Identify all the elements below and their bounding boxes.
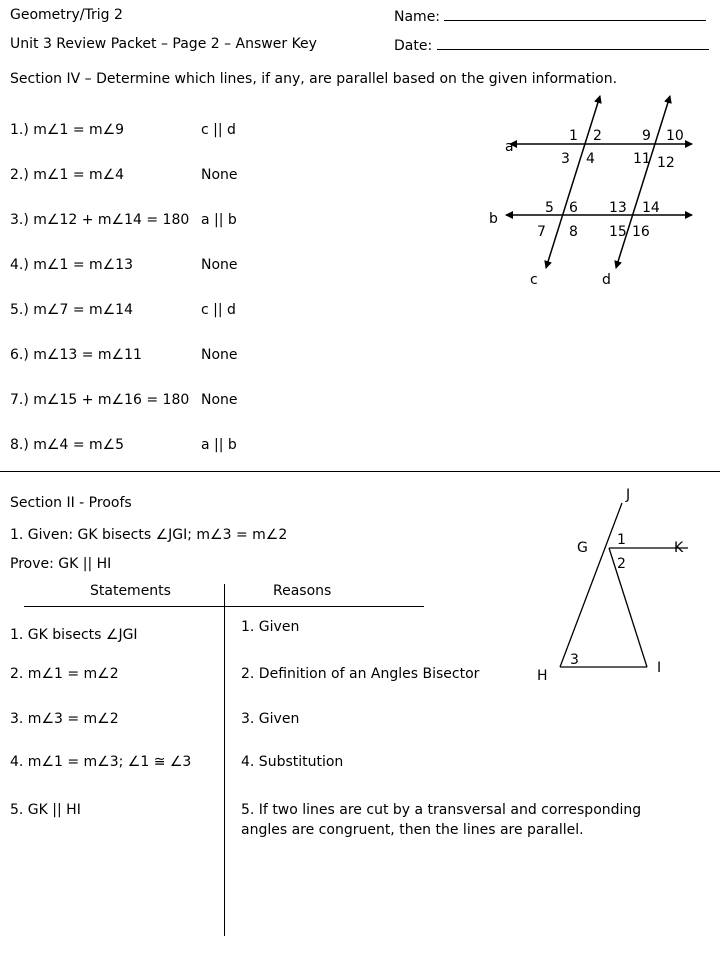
problem-answer: None xyxy=(201,392,238,408)
angle-label: 1 xyxy=(569,128,578,144)
angle-label: 1 xyxy=(617,532,626,548)
angle-label: 3 xyxy=(570,652,579,668)
angle-label: 4 xyxy=(586,151,595,167)
line-d xyxy=(616,96,670,268)
angle-label: 10 xyxy=(666,128,684,144)
line-c xyxy=(546,96,600,268)
reason: 3. Given xyxy=(241,711,300,727)
angle-label: 2 xyxy=(617,556,626,572)
line-label: d xyxy=(602,272,611,288)
problem-answer: c || d xyxy=(201,302,236,318)
reasons-header: Reasons xyxy=(273,583,332,599)
reason: 2. Definition of an Angles Bisector xyxy=(241,666,480,682)
angle-label: 6 xyxy=(569,200,578,216)
problem-question: 5.) m∠7 = m∠14 xyxy=(10,302,133,318)
angle-label: 11 xyxy=(633,151,651,167)
statement: 3. m∠3 = m∠2 xyxy=(10,711,119,727)
line-label: b xyxy=(489,211,498,227)
statement: 4. m∠1 = m∠3; ∠1 ≅ ∠3 xyxy=(10,754,192,770)
point-label: G xyxy=(577,540,588,556)
section2-title: Section II - Proofs xyxy=(10,495,132,511)
problem-question: 4.) m∠1 = m∠13 xyxy=(10,257,133,273)
problem-answer: None xyxy=(201,257,238,273)
angle-label: 3 xyxy=(561,151,570,167)
segment-GI xyxy=(609,548,647,667)
statement: 5. GK || HI xyxy=(10,802,81,818)
angle-label: 2 xyxy=(593,128,602,144)
problem-question: 7.) m∠15 + m∠16 = 180 xyxy=(10,392,190,408)
point-label: I xyxy=(657,660,662,676)
section-divider xyxy=(0,471,720,472)
problem-answer: c || d xyxy=(201,122,236,138)
angle-label: 13 xyxy=(609,200,627,216)
point-label: H xyxy=(537,668,548,684)
problem-question: 2.) m∠1 = m∠4 xyxy=(10,167,125,183)
statement: 1. GK bisects ∠JGI xyxy=(10,627,138,643)
name-label: Name: xyxy=(394,9,441,25)
packet-title: Unit 3 Review Packet – Page 2 – Answer Key xyxy=(10,36,317,52)
proof-given: 1. Given: GK bisects ∠JGI; m∠3 = m∠2 xyxy=(10,527,288,543)
angle-label: 12 xyxy=(657,155,675,171)
section4-title: Section IV – Determine which lines, if any, are parallel based on the given information. xyxy=(10,71,618,87)
course-title: Geometry/Trig 2 xyxy=(10,7,123,23)
line-JH xyxy=(560,503,622,667)
line-label: a xyxy=(505,139,514,155)
problem-answer: None xyxy=(201,167,238,183)
statements-header: Statements xyxy=(90,583,171,599)
line-label: c xyxy=(530,272,538,288)
problem-question: 1.) m∠1 = m∠9 xyxy=(10,122,125,138)
triangle-diagram xyxy=(525,480,715,695)
problem-question: 8.) m∠4 = m∠5 xyxy=(10,437,125,453)
problem-question: 3.) m∠12 + m∠14 = 180 xyxy=(10,212,190,228)
name-field xyxy=(394,6,706,26)
parallel-lines-diagram xyxy=(480,90,700,300)
name-blank xyxy=(444,6,706,21)
reason-continued: angles are congruent, then the lines are parallel. xyxy=(241,822,584,838)
reason: 1. Given xyxy=(241,619,300,635)
date-field xyxy=(394,35,709,55)
angle-label: 8 xyxy=(569,224,578,240)
proof-prove: Prove: GK || HI xyxy=(10,556,112,572)
angle-label: 14 xyxy=(642,200,660,216)
angle-label: 5 xyxy=(545,200,554,216)
problem-answer: a || b xyxy=(201,212,237,228)
problem-answer: None xyxy=(201,347,238,363)
angle-label: 15 xyxy=(609,224,627,240)
angle-label: 9 xyxy=(642,128,651,144)
reason: 4. Substitution xyxy=(241,754,344,770)
problem-answer: a || b xyxy=(201,437,237,453)
t-chart-vertical xyxy=(224,584,225,936)
angle-label: 16 xyxy=(632,224,650,240)
date-blank xyxy=(437,35,709,50)
reason: 5. If two lines are cut by a transversal and corresponding xyxy=(241,802,642,818)
angle-label: 7 xyxy=(537,224,546,240)
problem-question: 6.) m∠13 = m∠11 xyxy=(10,347,142,363)
date-label: Date: xyxy=(394,38,433,54)
point-label: J xyxy=(626,487,631,503)
point-label: K xyxy=(674,540,684,556)
statement: 2. m∠1 = m∠2 xyxy=(10,666,119,682)
